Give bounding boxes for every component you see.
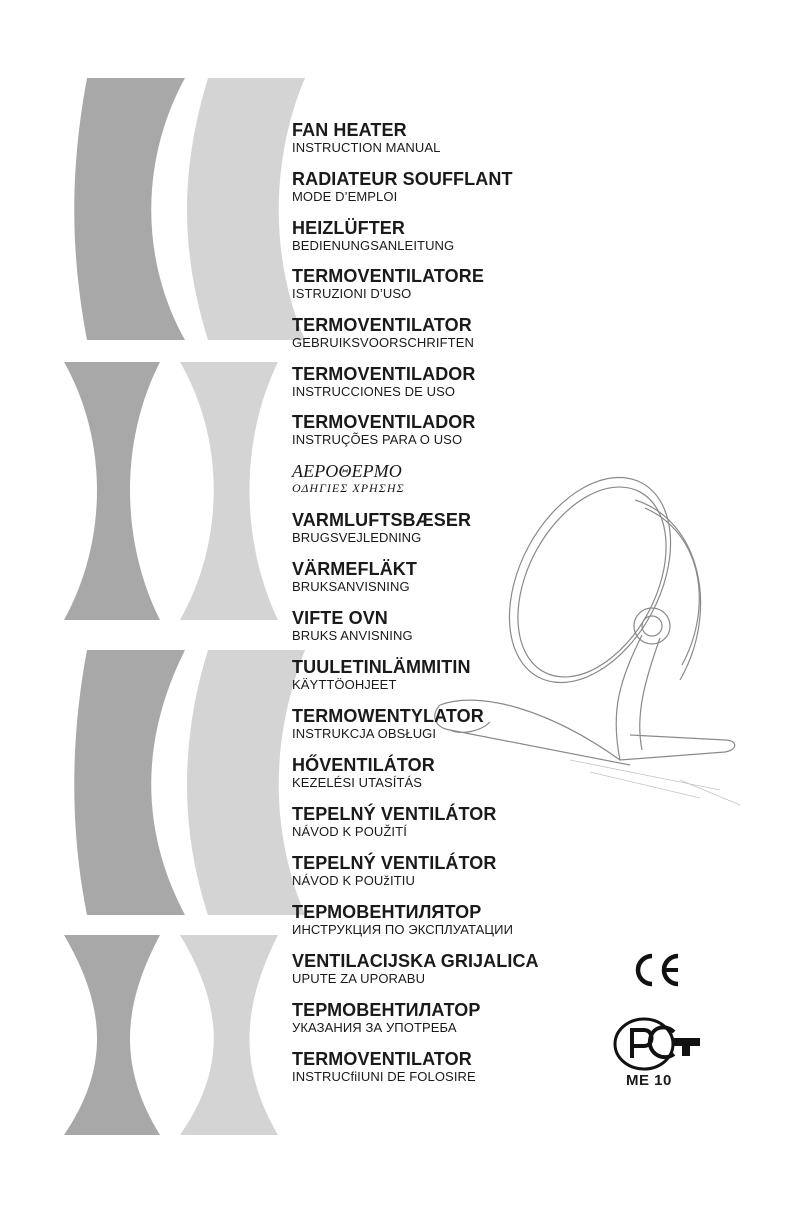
certification-code: ME 10: [626, 1072, 672, 1089]
entry-title: TEPELNÝ VENTILÁTOR: [292, 804, 497, 824]
entry-title: HŐVENTILÁTOR: [292, 755, 435, 775]
entry-title: TERMOVENTILADOR: [292, 412, 476, 432]
entry-subtitle: INSTRUKCJA OBSŁUGI: [292, 726, 437, 741]
arc-dark-2: [64, 362, 160, 620]
entry-title: RADIATEUR SOUFFLANT: [292, 169, 513, 189]
entry-subtitle: BRUKS ANVISNING: [292, 628, 413, 643]
entry-subtitle: INSTRUCfiIUNI DE FOLOSIRE: [292, 1069, 476, 1084]
entry-subtitle: BEDIENUNGSANLEITUNG: [292, 238, 455, 253]
entry-subtitle: INSTRUÇÕES PARA O USO: [292, 432, 463, 447]
entry-subtitle: KÄYTTÖOHJEET: [292, 677, 397, 692]
entry-ro: [292, 1049, 476, 1084]
entry-sv: [292, 559, 417, 594]
entry-subtitle: ISTRUZIONI D’USO: [292, 286, 412, 301]
entry-subtitle: УКАЗАНИЯ ЗА УПОТРЕБА: [292, 1020, 457, 1035]
entry-subtitle: NÁVOD K POUŽITÍ: [292, 824, 407, 839]
entry-da: [292, 510, 471, 545]
entry-subtitle: UPUTE ZA UPORABU: [292, 971, 426, 986]
entry-sk: [292, 853, 497, 888]
entry-subtitle: MODE D’EMPLOI: [292, 189, 398, 204]
entry-es: [292, 364, 476, 399]
entry-title: ТЕРМОВЕНТИЛАТОР: [292, 1000, 481, 1020]
entry-title: VARMLUFTSBÆSER: [292, 510, 472, 530]
entry-subtitle: GEBRUIKSVOORSCHRIFTEN: [292, 335, 474, 350]
entry-subtitle: NÁVOD K POUžITIU: [292, 873, 415, 888]
entry-title: FAN HEATER: [292, 120, 407, 140]
entry-title: TERMOVENTILATOR: [292, 1049, 472, 1069]
entry-ru: [292, 902, 513, 937]
entry-nl: [292, 315, 474, 350]
entry-title: TERMOVENTILADOR: [292, 364, 476, 384]
arc-light-4: [180, 935, 278, 1135]
entry-title: VENTILACIJSKA GRIJALICA: [292, 951, 539, 971]
entry-el: [292, 461, 405, 496]
entry-hr: [292, 951, 539, 986]
entry-title: VIFTE OVN: [292, 608, 388, 628]
entry-subtitle: INSTRUCCIONES DE USO: [292, 384, 456, 399]
entry-pt: [292, 412, 476, 447]
entry-fi: [292, 657, 471, 692]
entry-subtitle: INSTRUCTION MANUAL: [292, 140, 441, 155]
arc-light-1: [187, 78, 305, 340]
entry-no: [292, 608, 413, 643]
entry-title: TEPELNÝ VENTILÁTOR: [292, 853, 497, 873]
entry-fr: [292, 169, 513, 204]
entry-cs: [292, 804, 497, 839]
entry-subtitle: BRUGSVEJLEDNING: [292, 530, 422, 545]
arc-dark-1: [74, 78, 185, 340]
entry-bg: [292, 1000, 481, 1035]
entry-title: TERMOWENTYLATOR: [292, 706, 484, 726]
entry-en: [292, 120, 440, 155]
entry-title: TERMOVENTILATOR: [292, 315, 472, 335]
arc-dark-3: [74, 650, 185, 915]
entry-de: [292, 218, 454, 253]
gost-certification-mark-icon: [612, 1016, 704, 1074]
entry-title: TUULETINLÄMMITIN: [292, 657, 471, 677]
ce-mark-icon: [628, 950, 684, 990]
entry-subtitle: BRUKSANVISNING: [292, 579, 410, 594]
entry-title: ΑΕΡΟΘΕΡΜΟ: [292, 461, 402, 481]
entry-title: HEIZLÜFTER: [292, 218, 405, 238]
entry-it: [292, 266, 484, 301]
entry-subtitle: KEZELÉSI UTASÍTÁS: [292, 775, 423, 790]
entry-hu: [292, 755, 435, 790]
entry-subtitle: ИНСТРУКЦИЯ ПО ЭКСПЛУАТАЦИИ: [292, 922, 514, 937]
arc-dark-4: [64, 935, 160, 1135]
arc-light-3: [187, 650, 305, 915]
entry-subtitle: ΟΔΗΓΙΕΣ ΧΡΗΣΗΣ: [292, 481, 405, 495]
entry-title: TERMOVENTILATORE: [292, 266, 484, 286]
entry-pl: [292, 706, 484, 741]
entry-title: ТЕРМОВЕНТИЛЯТОР: [292, 902, 482, 922]
entry-title: VÄRMEFLÄKT: [292, 559, 417, 579]
arc-light-2: [180, 362, 278, 620]
